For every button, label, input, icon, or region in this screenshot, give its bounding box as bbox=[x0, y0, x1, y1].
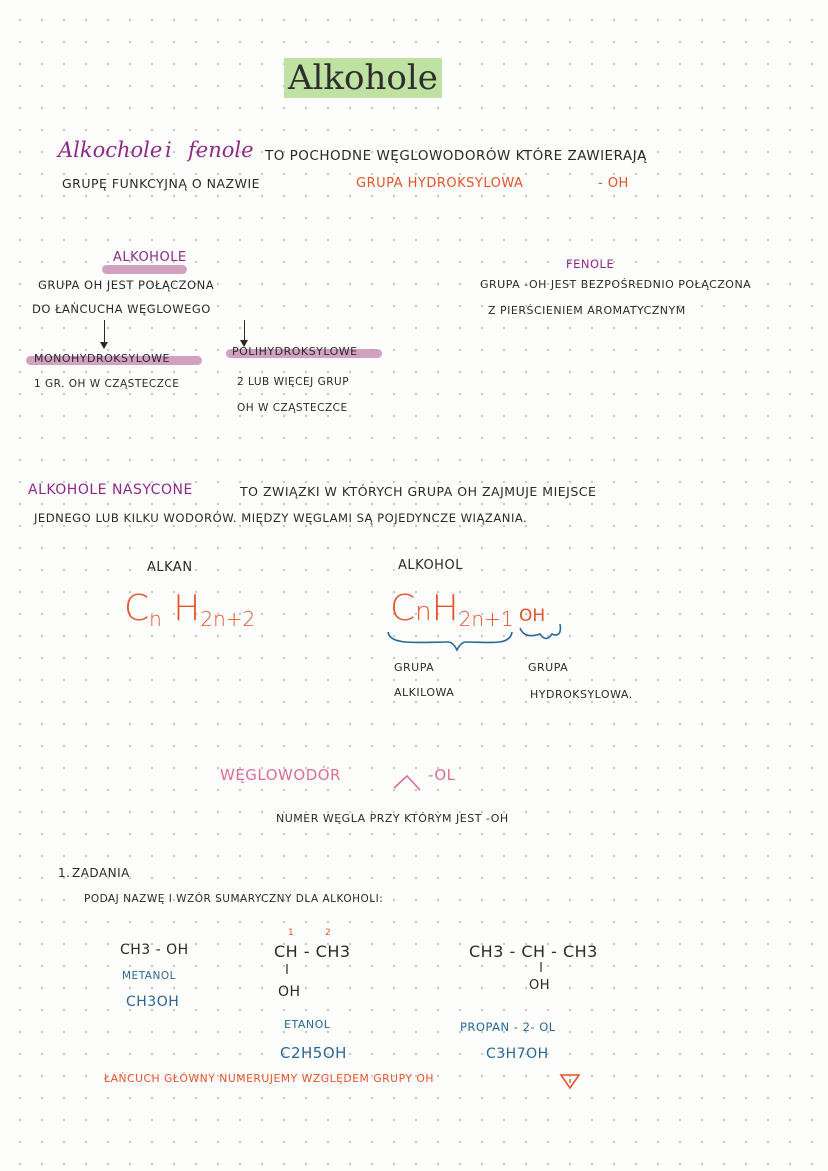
task-note: ŁAŃCUCH GŁÓWNY NUMERUJEMY WZGLĘDEM GRUPY OH bbox=[104, 1072, 434, 1085]
task-number: 1. bbox=[58, 866, 71, 880]
intro-term-fenole: fenole bbox=[188, 138, 254, 162]
group1-line1: GRUPA bbox=[394, 661, 435, 674]
nasycone-line1: TO ZWIĄZKI W KTÓRYCH GRUPA OH ZAJMUJE MIEJSCE bbox=[240, 484, 597, 499]
naming-caret bbox=[394, 776, 420, 790]
task-instruction: PODAJ NAZWĘ I WZÓR SUMARYCZNY DLA ALKOHOLI: bbox=[84, 893, 384, 905]
intro-group-name: GRUPA HYDROKSYLOWA bbox=[356, 176, 524, 191]
poli-desc-line2: OH W CZĄSTECZCE bbox=[237, 402, 348, 414]
alkohol-formula-h: H bbox=[431, 588, 459, 629]
brace-alkil bbox=[388, 632, 512, 650]
alkan-formula-n: n bbox=[149, 607, 162, 631]
naming-rule-right: -OL bbox=[428, 766, 456, 784]
alkan-formula-c: C bbox=[124, 588, 150, 629]
fenole-heading: FENOLE bbox=[566, 257, 615, 271]
nasycone-term: ALKOHOLE NASYCONE bbox=[28, 482, 193, 498]
alkan-formula-h: H bbox=[173, 588, 201, 629]
alkohol-formula-n: n bbox=[415, 597, 432, 627]
intro-group-formula: - OH bbox=[598, 176, 629, 191]
poli-desc-line1: 2 LUB WIĘCEJ GRUP bbox=[237, 376, 350, 388]
ex2-oh: OH bbox=[278, 984, 301, 1000]
mono-desc: 1 GR. OH W CZĄSTECZCE bbox=[34, 378, 180, 390]
nasycone-line2: JEDNEGO LUB KILKU WODORÓW. MIĘDZY WĘGLAMI SĄ POJEDYNCZE WIĄZANIA. bbox=[34, 511, 528, 525]
ex1-struct: CH3 - OH bbox=[120, 942, 189, 958]
fenole-desc-line2: Z PIERŚCIENIEM AROMATYCZNYM bbox=[488, 304, 686, 317]
ex2-name: ETANOL bbox=[284, 1018, 331, 1031]
alkohole-desc-line2: DO ŁAŃCUCHA WĘGLOWEGO bbox=[32, 302, 211, 316]
alkohol-formula-c: C bbox=[390, 588, 416, 629]
ex2-num1: 1 bbox=[288, 928, 294, 938]
naming-rule-left: WĘGLOWODÓR bbox=[220, 766, 341, 784]
alkohole-heading: ALKOHOLE bbox=[113, 250, 187, 265]
poli-title: POLIHYDROKSYLOWE bbox=[232, 345, 358, 358]
naming-rule-note: NUMER WĘGLA PRZY KTÓRYM JEST -OH bbox=[276, 812, 509, 825]
ex3-oh: OH bbox=[529, 978, 551, 993]
ex1-name: METANOL bbox=[122, 970, 176, 982]
alkohol-formula-sub: 2n+1 bbox=[458, 607, 514, 631]
task-heading: ZADANIA bbox=[72, 866, 130, 880]
intro-line1: TO POCHODNE WĘGLOWODORÓW KTÓRE ZAWIERAJĄ bbox=[265, 148, 647, 164]
ex2-num2: 2 bbox=[325, 928, 331, 938]
alkohol-label: ALKOHOL bbox=[398, 558, 463, 573]
ex3-formula: C3H7OH bbox=[486, 1046, 549, 1062]
group2-line1: GRUPA bbox=[528, 661, 569, 674]
ex3-name: PROPAN - 2- OL bbox=[460, 1020, 556, 1034]
alkohol-formula-oh: OH bbox=[519, 606, 546, 626]
alkan-formula-sub: 2n+2 bbox=[200, 607, 256, 631]
intro-conj: i bbox=[165, 138, 172, 162]
group2-line2: HYDROKSYLOWA. bbox=[530, 688, 633, 701]
brace-hydroksyl bbox=[520, 624, 560, 639]
ex2-struct: CH - CH3 bbox=[274, 942, 351, 961]
alkan-label: ALKAN bbox=[147, 560, 193, 575]
ex2-formula: C2H5OH bbox=[280, 1044, 347, 1062]
intro-line2: GRUPĘ FUNKCYJNĄ O NAZWIE bbox=[62, 176, 261, 191]
group1-line2: ALKILOWA bbox=[394, 686, 455, 699]
intro-term-alkochole: Alkochole bbox=[58, 138, 163, 162]
ex3-struct: CH3 - CH - CH3 bbox=[469, 942, 598, 961]
mono-title: MONOHYDROKSYLOWE bbox=[34, 352, 170, 365]
alkohole-desc-line1: GRUPA OH JEST POŁĄCZONA bbox=[38, 278, 215, 292]
page-title: Alkohole bbox=[284, 58, 442, 98]
fenole-desc-line1: GRUPA -OH JEST BEZPOŚREDNIO POŁĄCZONA bbox=[480, 278, 752, 291]
ex1-formula: CH3OH bbox=[126, 994, 180, 1010]
